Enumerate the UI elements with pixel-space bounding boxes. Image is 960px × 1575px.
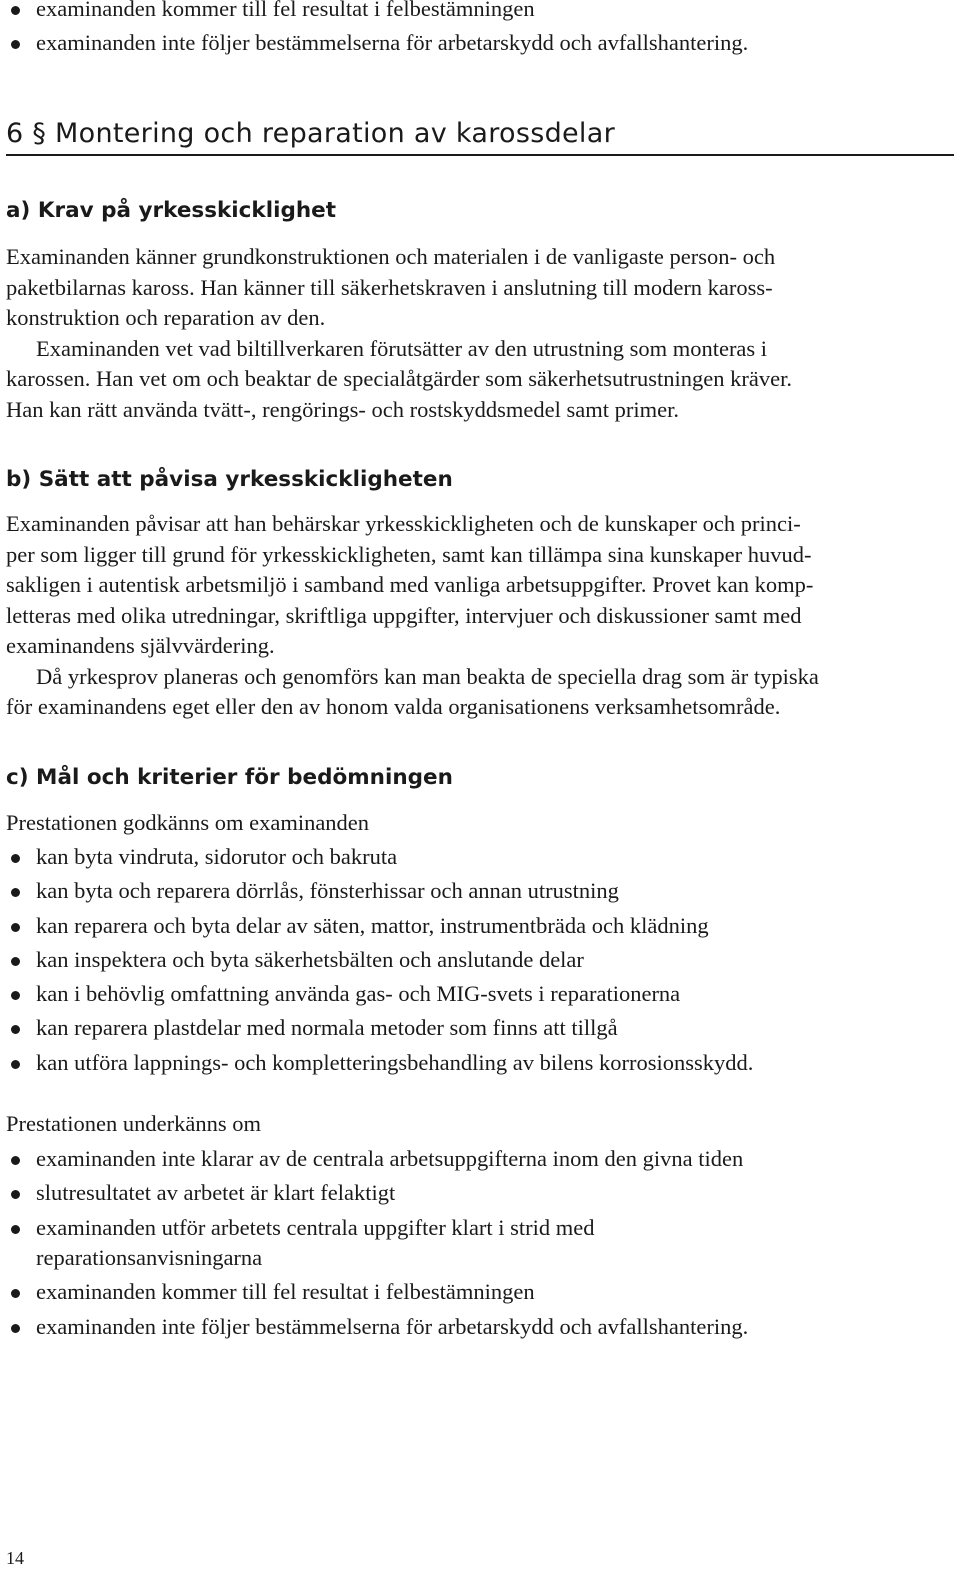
- paragraph-a: [6, 242, 952, 425]
- section-rule: [6, 154, 954, 156]
- text-line: sakligen i autentisk arbetsmiljö i samband med vanliga arbetsuppgifter. Provet kan komp-: [6, 572, 814, 597]
- list-item: slutresultatet av arbetet är klart felaktigt: [6, 1178, 870, 1209]
- list-item: kan inspektera och byta säkerhetsbälten och anslutande delar: [6, 945, 952, 976]
- text-line: för examinandens eget eller den av honom valda organisationens verksamhetsområde.: [6, 694, 781, 719]
- heading-a: a) Krav på yrkesskicklighet: [6, 198, 336, 223]
- approved-list: [6, 842, 952, 1078]
- heading-c: c) Mål och kriterier för bedömningen: [6, 765, 453, 790]
- heading-b: b) Sätt att påvisa yrkesskickligheten: [6, 467, 453, 492]
- list-item: examinanden utför arbetets centrala uppgifter klart i strid med reparationsanvisningarna: [6, 1213, 870, 1274]
- list-item: kan i behövlig omfattning använda gas- och MIG-svets i reparationerna: [6, 979, 952, 1010]
- text-line: letteras med olika utredningar, skriftliga uppgifter, intervjuer och diskussioner samt med: [6, 602, 802, 628]
- list-item: kan reparera plastdelar med normala metoder som finns att tillgå: [6, 1013, 952, 1044]
- text-line: karossen. Han vet om och beaktar de specialåtgärder som säkerhetsutrustningen kräver.: [6, 366, 792, 391]
- list-item: examinanden inte följer bestämmelserna för arbetarskydd och avfallshantering.: [6, 1312, 960, 1343]
- approved-intro: Prestationen godkänns om examinanden: [6, 810, 370, 835]
- list-item: kan byta och reparera dörrlås, fönsterhissar och annan utrustning: [6, 876, 952, 907]
- list-item: examinanden inte klarar av de centrala arbetsuppgifterna inom den givna tiden: [6, 1144, 870, 1175]
- rejected-list: [6, 1144, 870, 1342]
- rejected-intro: Prestationen underkänns om: [6, 1111, 261, 1136]
- section-title: 6 § Montering och reparation av karossdelar: [6, 118, 615, 149]
- list-item: examinanden kommer till fel resultat i felbestämningen: [6, 1277, 870, 1308]
- text-line: per som ligger till grund för yrkesskickligheten, samt kan tillämpa sina kunskaper huvud-: [6, 541, 812, 567]
- list-item: examinanden inte följer bestämmelserna för arbetarskydd och avfallshantering.: [6, 28, 952, 59]
- text-line: konstruktion och reparation av den.: [6, 305, 326, 330]
- list-item: kan reparera och byta delar av säten, mattor, instrumentbräda och klädning: [6, 911, 952, 942]
- paragraph-b: [6, 509, 952, 723]
- list-item: kan byta vindruta, sidorutor och bakruta: [6, 842, 952, 873]
- text-line: Han kan rätt använda tvätt-, rengörings- och rostskyddsmedel samt primer.: [6, 396, 679, 422]
- text-line: Examinanden påvisar att han behärskar yrkesskickligheten och de kunskaper och princi-: [6, 511, 801, 536]
- top-bullet-list: [6, 0, 952, 58]
- list-item: kan utföra lappnings- och kompletteringsbehandling av bilens korrosionsskydd.: [6, 1048, 952, 1079]
- list-item: examinanden kommer till fel resultat i felbestämningen: [6, 0, 952, 25]
- page-number: 14: [6, 1548, 24, 1568]
- text-line: Examinanden känner grundkonstruktionen och materialen i de vanligaste person- och: [6, 244, 776, 269]
- text-line: Då yrkesprov planeras och genomförs kan man beakta de speciella drag som är typiska: [36, 663, 819, 689]
- text-line: paketbilarnas kaross. Han känner till säkerhetskraven i anslutning till modern kaross-: [6, 274, 773, 300]
- text-line: Examinanden vet vad biltillverkaren förutsätter av den utrustning som monteras i: [36, 335, 768, 361]
- text-line: examinandens självvärdering.: [6, 633, 275, 658]
